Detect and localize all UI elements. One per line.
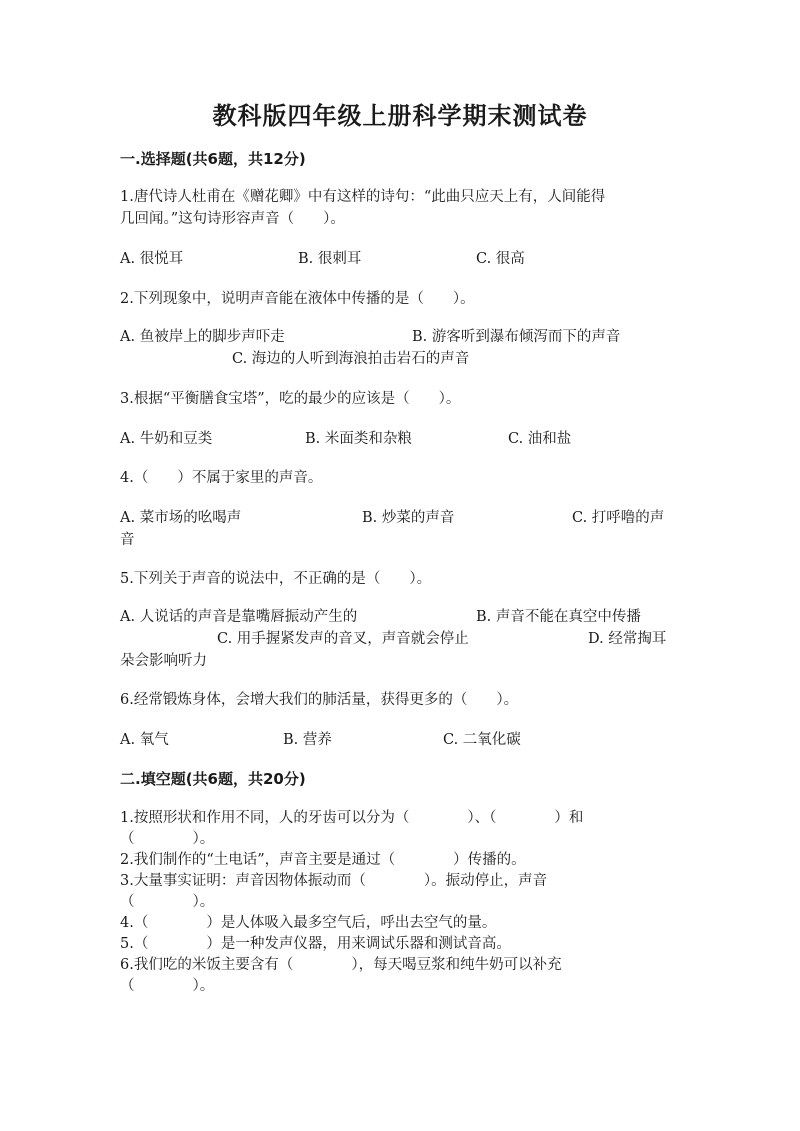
section-heading-fill: 二.填空题(共6题，共20分) xyxy=(120,770,306,788)
q4-option-b: B. 炒菜的声音 xyxy=(362,510,455,526)
q6-option-a: A. 氧气 xyxy=(120,732,169,748)
q1-option-c: C. 很高 xyxy=(476,251,525,267)
q6-option-c: C. 二氧化碳 xyxy=(443,732,521,748)
q3-option-b: B. 米面类和杂粮 xyxy=(305,431,412,447)
question-3-line1: 3.根据“平衡膳食宝塔”，吃的最少的应该是（ ）。 xyxy=(120,391,461,407)
q2-option-c: C. 海边的人听到海浪拍击岩石的声音 xyxy=(232,351,470,367)
question-1-line1: 1.唐代诗人杜甫在《赠花卿》中有这样的诗句：“此曲只应天上有，人间能得 xyxy=(120,189,606,205)
page-title: 教科版四年级上册科学期末测试卷 xyxy=(212,102,588,130)
q2-option-a: A. 鱼被岸上的脚步声吓走 xyxy=(120,329,285,345)
q2-option-b: B. 游客听到瀑布倾泻而下的声音 xyxy=(412,329,621,345)
fill-line-3: 2.我们制作的“土电话”，声音主要是通过（ ）传播的。 xyxy=(120,852,526,868)
fill-line-9: （ ）。 xyxy=(120,978,215,994)
question-6-line1: 6.经常锻炼身体，会增大我们的肺活量，获得更多的（ ）。 xyxy=(120,692,519,708)
q5-option-c: C. 用手握紧发声的音叉，声音就会停止 xyxy=(217,631,469,647)
question-2-line1: 2.下列现象中，说明声音能在液体中传播的是（ ）。 xyxy=(120,291,475,307)
q3-option-a: A. 牛奶和豆类 xyxy=(120,431,213,447)
fill-line-4: 3.大量事实证明：声音因物体振动而（ ）。振动停止，声音 xyxy=(120,873,548,889)
q5-option-d-wrap: 朵会影响听力 xyxy=(120,653,207,669)
q3-option-c: C. 油和盐 xyxy=(508,431,572,447)
q5-option-a: A. 人说话的声音是靠嘴唇振动产生的 xyxy=(120,609,358,625)
question-4-line1: 4.（ ）不属于家里的声音。 xyxy=(120,470,323,486)
q1-option-b: B. 很刺耳 xyxy=(298,251,362,267)
fill-line-7: 5.（ ）是一种发声仪器，用来调试乐器和测试音高。 xyxy=(120,936,511,952)
q4-option-c-wrap: 音 xyxy=(120,532,135,548)
q6-option-b: B. 营养 xyxy=(283,732,332,748)
section-heading-choice: 一.选择题(共6题，共12分) xyxy=(120,150,306,168)
question-5-line1: 5.下列关于声音的说法中，不正确的是（ ）。 xyxy=(120,571,432,587)
fill-line-1: 1.按照形状和作用不同，人的牙齿可以分为（ ）、（ ）和 xyxy=(120,810,584,826)
q5-option-d: D. 经常掏耳 xyxy=(588,631,667,647)
q4-option-a: A. 菜市场的吆喝声 xyxy=(120,510,242,526)
q5-option-b: B. 声音不能在真空中传播 xyxy=(476,609,641,625)
fill-line-6: 4.（ ）是人体吸入最多空气后，呼出去空气的量。 xyxy=(120,915,497,931)
fill-line-8: 6.我们吃的米饭主要含有（ ），每天喝豆浆和纯牛奶可以补充 xyxy=(120,957,562,973)
question-1-line2: 几回闻。”这句诗形容声音（ ）。 xyxy=(120,211,345,227)
fill-line-2: （ ）。 xyxy=(120,831,215,847)
fill-line-5: （ ）。 xyxy=(120,894,215,910)
q1-option-a: A. 很悦耳 xyxy=(120,251,184,267)
q4-option-c: C. 打呼噜的声 xyxy=(572,510,665,526)
